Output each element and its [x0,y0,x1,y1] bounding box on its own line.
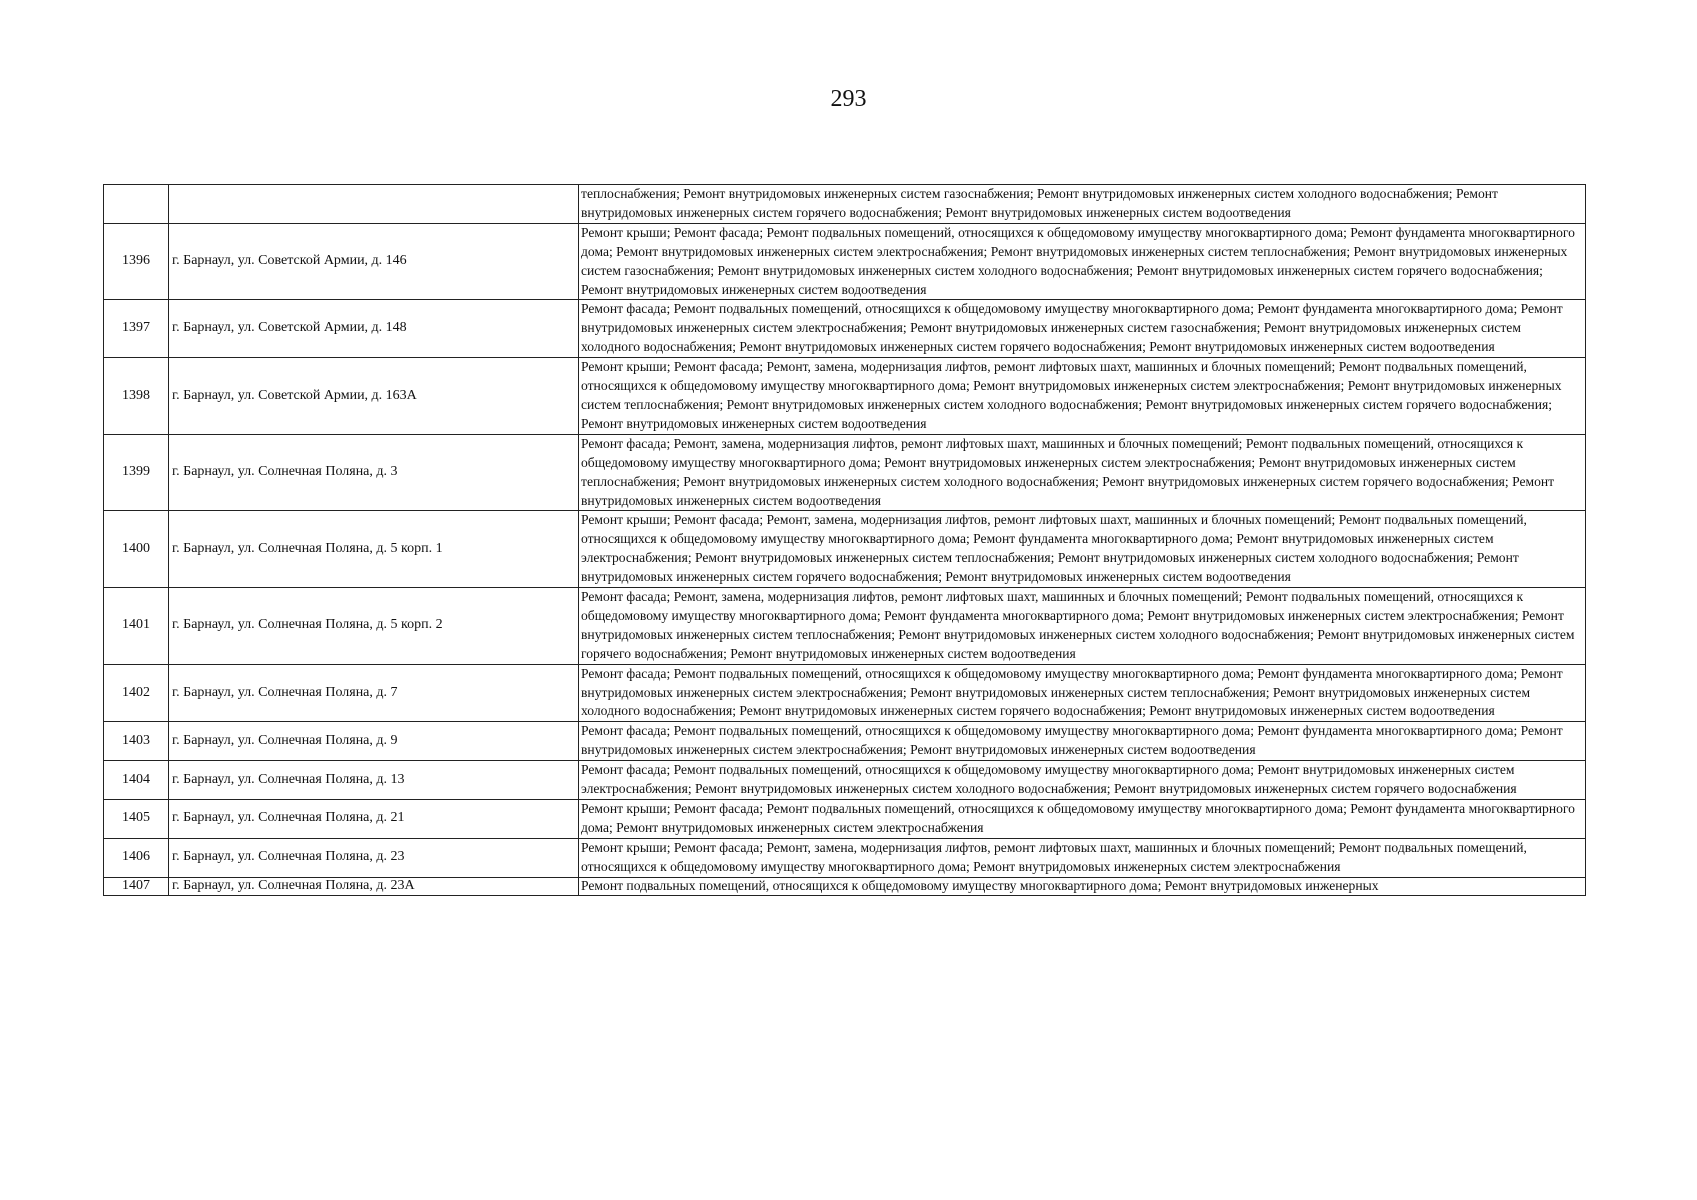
row-number: 1398 [104,358,169,435]
row-number: 1404 [104,761,169,800]
row-address: г. Барнаул, ул. Советской Армии, д. 148 [169,300,579,358]
row-address: г. Барнаул, ул. Солнечная Поляна, д. 5 корп. 1 [169,511,579,588]
table-row [104,664,1586,722]
row-works: Ремонт крыши; Ремонт фасада; Ремонт, замена, модернизация лифтов, ремонт лифтовых шахт, машинных и блочных помещений; Ремонт подвальных помещений, относящихся к общедомовому имуществу многоквартирного дома; Ремонт внутридомовых инженерных систем электроснабжения; Ремонт внутридомовых инженерных систем теплоснабжения; Ремонт внутридомовых инженерных систем холодного водоснабжения; Ремонт внутридомовых инженерных систем горячего водоснабжения; Ремонт внутридомовых инженерных систем водоотведения [579,358,1586,435]
row-works: Ремонт фасада; Ремонт подвальных помещений, относящихся к общедомовому имуществу многоквартирного дома; Ремонт фундамента многоквартирного дома; Ремонт внутридомовых инженерных систем электроснабжения; Ремонт внутридомовых инженерных систем теплоснабжения; Ремонт внутридомовых инженерных систем холодного водоснабжения; Ремонт внутридомовых инженерных систем горячего водоснабжения; Ремонт внутридомовых инженерных систем водоотведения [579,664,1586,722]
row-address: г. Барнаул, ул. Солнечная Поляна, д. 23 [169,838,579,877]
table-row [104,588,1586,665]
row-works: Ремонт фасада; Ремонт подвальных помещений, относящихся к общедомовому имуществу многоквартирного дома; Ремонт фундамента многоквартирного дома; Ремонт внутридомовых инженерных систем электроснабжения; Ремонт внутридомовых инженерных систем водоотведения [579,722,1586,761]
row-works: Ремонт крыши; Ремонт фасада; Ремонт подвальных помещений, относящихся к общедомовому имуществу многоквартирного дома; Ремонт фундамента многоквартирного дома; Ремонт внутридомовых инженерных систем электроснабжения [579,800,1586,839]
repair-works-table [103,184,1586,896]
row-works: Ремонт фасада; Ремонт подвальных помещений, относящихся к общедомовому имуществу многоквартирного дома; Ремонт внутридомовых инженерных систем электроснабжения; Ремонт внутридомовых инженерных систем холодного водоснабжения; Ремонт внутридомовых инженерных систем горячего водоснабжения [579,761,1586,800]
row-number: 1403 [104,722,169,761]
table-row [104,800,1586,839]
row-number [104,185,169,224]
row-address: г. Барнаул, ул. Солнечная Поляна, д. 9 [169,722,579,761]
row-works: Ремонт фасада; Ремонт, замена, модернизация лифтов, ремонт лифтовых шахт, машинных и блочных помещений; Ремонт подвальных помещений, относящихся к общедомовому имуществу многоквартирного дома; Ремонт фундамента многоквартирного дома; Ремонт внутридомовых инженерных систем электроснабжения; Ремонт внутридомовых инженерных систем теплоснабжения; Ремонт внутридомовых инженерных систем холодного водоснабжения; Ремонт внутридомовых инженерных систем горячего водоснабжения; Ремонт внутридомовых инженерных систем водоотведения [579,588,1586,665]
row-address: г. Барнаул, ул. Советской Армии, д. 146 [169,223,579,300]
row-number: 1406 [104,838,169,877]
table-row [104,434,1586,511]
row-works: Ремонт крыши; Ремонт фасада; Ремонт, замена, модернизация лифтов, ремонт лифтовых шахт, машинных и блочных помещений; Ремонт подвальных помещений, относящихся к общедомовому имуществу многоквартирного дома; Ремонт фундамента многоквартирного дома; Ремонт внутридомовых инженерных систем электроснабжения; Ремонт внутридомовых инженерных систем теплоснабжения; Ремонт внутридомовых инженерных систем холодного водоснабжения; Ремонт внутридомовых инженерных систем горячего водоснабжения; Ремонт внутридомовых инженерных систем водоотведения [579,511,1586,588]
table-row [104,761,1586,800]
row-address: г. Барнаул, ул. Солнечная Поляна, д. 7 [169,664,579,722]
row-works: Ремонт подвальных помещений, относящихся к общедомовому имуществу многоквартирного дома; Ремонт внутридомовых инженерных [579,877,1586,895]
row-number: 1399 [104,434,169,511]
table-row [104,838,1586,877]
table-row [104,358,1586,435]
table-row [104,223,1586,300]
row-number: 1401 [104,588,169,665]
row-works: Ремонт крыши; Ремонт фасада; Ремонт подвальных помещений, относящихся к общедомовому имуществу многоквартирного дома; Ремонт фундамента многоквартирного дома; Ремонт внутридомовых инженерных систем электроснабжения; Ремонт внутридомовых инженерных систем теплоснабжения; Ремонт внутридомовых инженерных систем газоснабжения; Ремонт внутридомовых инженерных систем холодного водоснабжения; Ремонт внутридомовых инженерных систем горячего водоснабжения; Ремонт внутридомовых инженерных систем водоотведения [579,223,1586,300]
table-row [104,185,1586,224]
table-row [104,722,1586,761]
row-address: г. Барнаул, ул. Солнечная Поляна, д. 5 корп. 2 [169,588,579,665]
row-number: 1405 [104,800,169,839]
row-address: г. Барнаул, ул. Советской Армии, д. 163А [169,358,579,435]
row-address: г. Барнаул, ул. Солнечная Поляна, д. 23А [169,877,579,895]
row-number: 1407 [104,877,169,895]
page-number: 293 [830,86,867,112]
row-works: теплоснабжения; Ремонт внутридомовых инженерных систем газоснабжения; Ремонт внутридомовых инженерных систем холодного водоснабжения; Ремонт внутридомовых инженерных систем горячего водоснабжения; Ремонт внутридомовых инженерных систем водоотведения [579,185,1586,224]
table-row [104,300,1586,358]
row-address [169,185,579,224]
row-works: Ремонт фасада; Ремонт подвальных помещений, относящихся к общедомовому имуществу многоквартирного дома; Ремонт фундамента многоквартирного дома; Ремонт внутридомовых инженерных систем электроснабжения; Ремонт внутридомовых инженерных систем газоснабжения; Ремонт внутридомовых инженерных систем холодного водоснабжения; Ремонт внутридомовых инженерных систем горячего водоснабжения; Ремонт внутридомовых инженерных систем водоотведения [579,300,1586,358]
row-number: 1400 [104,511,169,588]
table-row [104,877,1586,895]
row-address: г. Барнаул, ул. Солнечная Поляна, д. 21 [169,800,579,839]
row-works: Ремонт фасада; Ремонт, замена, модернизация лифтов, ремонт лифтовых шахт, машинных и блочных помещений; Ремонт подвальных помещений, относящихся к общедомовому имуществу многоквартирного дома; Ремонт внутридомовых инженерных систем электроснабжения; Ремонт внутридомовых инженерных систем теплоснабжения; Ремонт внутридомовых инженерных систем холодного водоснабжения; Ремонт внутридомовых инженерных систем горячего водоснабжения; Ремонт внутридомовых инженерных систем водоотведения [579,434,1586,511]
row-works: Ремонт крыши; Ремонт фасада; Ремонт, замена, модернизация лифтов, ремонт лифтовых шахт, машинных и блочных помещений; Ремонт подвальных помещений, относящихся к общедомовому имуществу многоквартирного дома; Ремонт внутридомовых инженерных систем электроснабжения [579,838,1586,877]
row-address: г. Барнаул, ул. Солнечная Поляна, д. 13 [169,761,579,800]
row-number: 1397 [104,300,169,358]
row-number: 1402 [104,664,169,722]
row-address: г. Барнаул, ул. Солнечная Поляна, д. 3 [169,434,579,511]
table-row [104,511,1586,588]
row-number: 1396 [104,223,169,300]
